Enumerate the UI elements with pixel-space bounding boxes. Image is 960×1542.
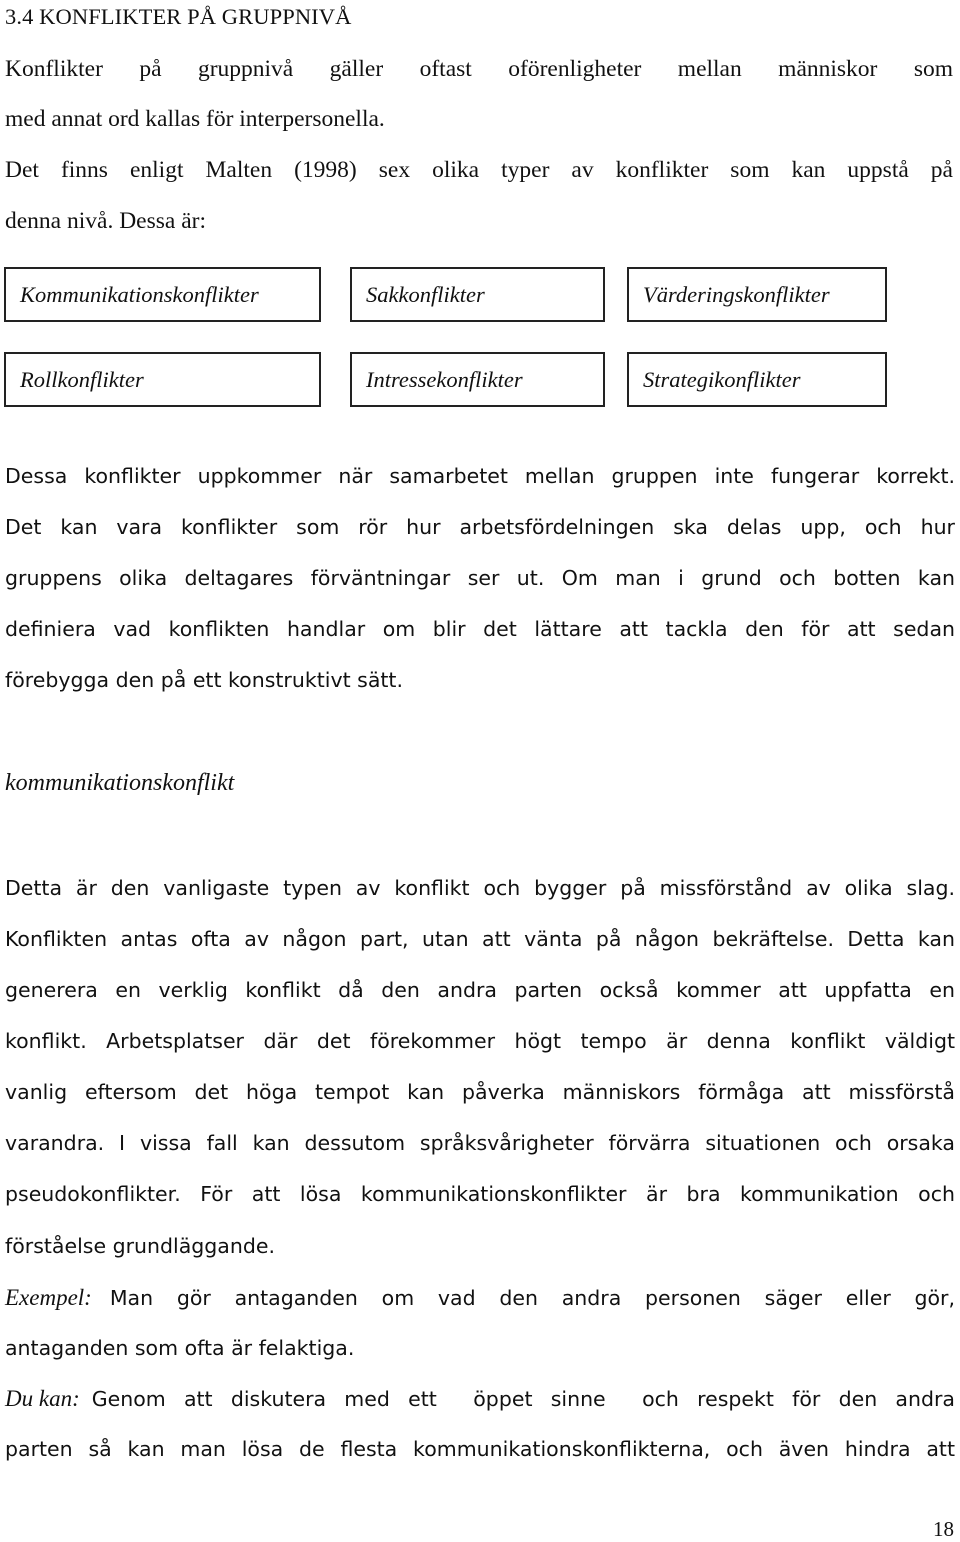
para2-line: Konflikten antas ofta av någon part, utan att vänta på någon bekräftelse. Detta kan <box>5 927 955 951</box>
sub-heading: kommunikationskonflikt <box>5 770 235 796</box>
intro-line-2: med annat ord kallas för interpersonella. <box>5 106 385 132</box>
box-rollkonflikter: Rollkonflikter <box>4 352 321 407</box>
box-varderingskonflikter: Värderingskonflikter <box>627 267 887 322</box>
example-label: Exempel: <box>5 1285 92 1310</box>
solution-line-1 <box>5 1386 955 1412</box>
intro-line-1: Konflikter på gruppnivå gäller oftast oförenligheter mellan människor som <box>5 56 953 82</box>
para2-line: generera en verklig konflikt då den andra parten också kommer att uppfatta en <box>5 978 955 1002</box>
box-kommunikationskonflikter: Kommunikationskonflikter <box>4 267 321 322</box>
solution-label: Du kan: <box>5 1386 80 1411</box>
solution-text: Genom att diskutera med ett öppet sinne och respekt för den andra <box>91 1387 955 1411</box>
para1-line: Det kan vara konflikter som rör hur arbetsfördelningen ska delas upp, och hur <box>5 515 955 539</box>
box-sakkonflikter: Sakkonflikter <box>350 267 605 322</box>
section-heading: 3.4 KONFLIKTER PÅ GRUPPNIVÅ <box>5 4 352 29</box>
para2-line: Detta är den vanligaste typen av konflikt och bygger på missförstånd av olika slag. <box>5 876 955 900</box>
para1-line: gruppens olika deltagares förväntningar ser ut. Om man i grund och botten kan <box>5 566 955 590</box>
box-intressekonflikter: Intressekonflikter <box>350 352 605 407</box>
para2-line: pseudokonflikter. För att lösa kommunikationskonflikter är bra kommunikation och <box>5 1182 955 1206</box>
intro-line-3: Det finns enligt Malten (1998) sex olika typer av konflikter som kan uppstå på <box>5 157 953 183</box>
para2-line: vanlig eftersom det höga tempot kan påverka människors förmåga att missförstå <box>5 1080 955 1104</box>
example-line-2: antaganden som ofta är felaktiga. <box>5 1336 355 1360</box>
example-line-1 <box>5 1285 955 1311</box>
example-text: Man gör antaganden om vad den andra personen säger eller gör, <box>109 1286 955 1310</box>
para2-line: konflikt. Arbetsplatser där det förekommer högt tempo är denna konflikt väldigt <box>5 1029 955 1053</box>
para1-line: Dessa konflikter uppkommer när samarbetet mellan gruppen inte fungerar korrekt. <box>5 464 955 488</box>
intro-line-4: denna nivå. Dessa är: <box>5 208 206 234</box>
solution-line-2: parten så kan man lösa de flesta kommunikationskonflikterna, och även hindra att <box>5 1437 955 1461</box>
para2-line: förståelse grundläggande. <box>5 1234 276 1258</box>
para1-line: förebygga den på ett konstruktivt sätt. <box>5 668 403 692</box>
para1-line: definiera vad konflikten handlar om blir det lättare att tackla den för att sedan <box>5 617 955 641</box>
para2-line: varandra. I vissa fall kan dessutom språksvårigheter förvärra situationen och orsaka <box>5 1131 955 1155</box>
box-strategikonflikter: Strategikonflikter <box>627 352 887 407</box>
page-number: 18 <box>933 1517 954 1541</box>
